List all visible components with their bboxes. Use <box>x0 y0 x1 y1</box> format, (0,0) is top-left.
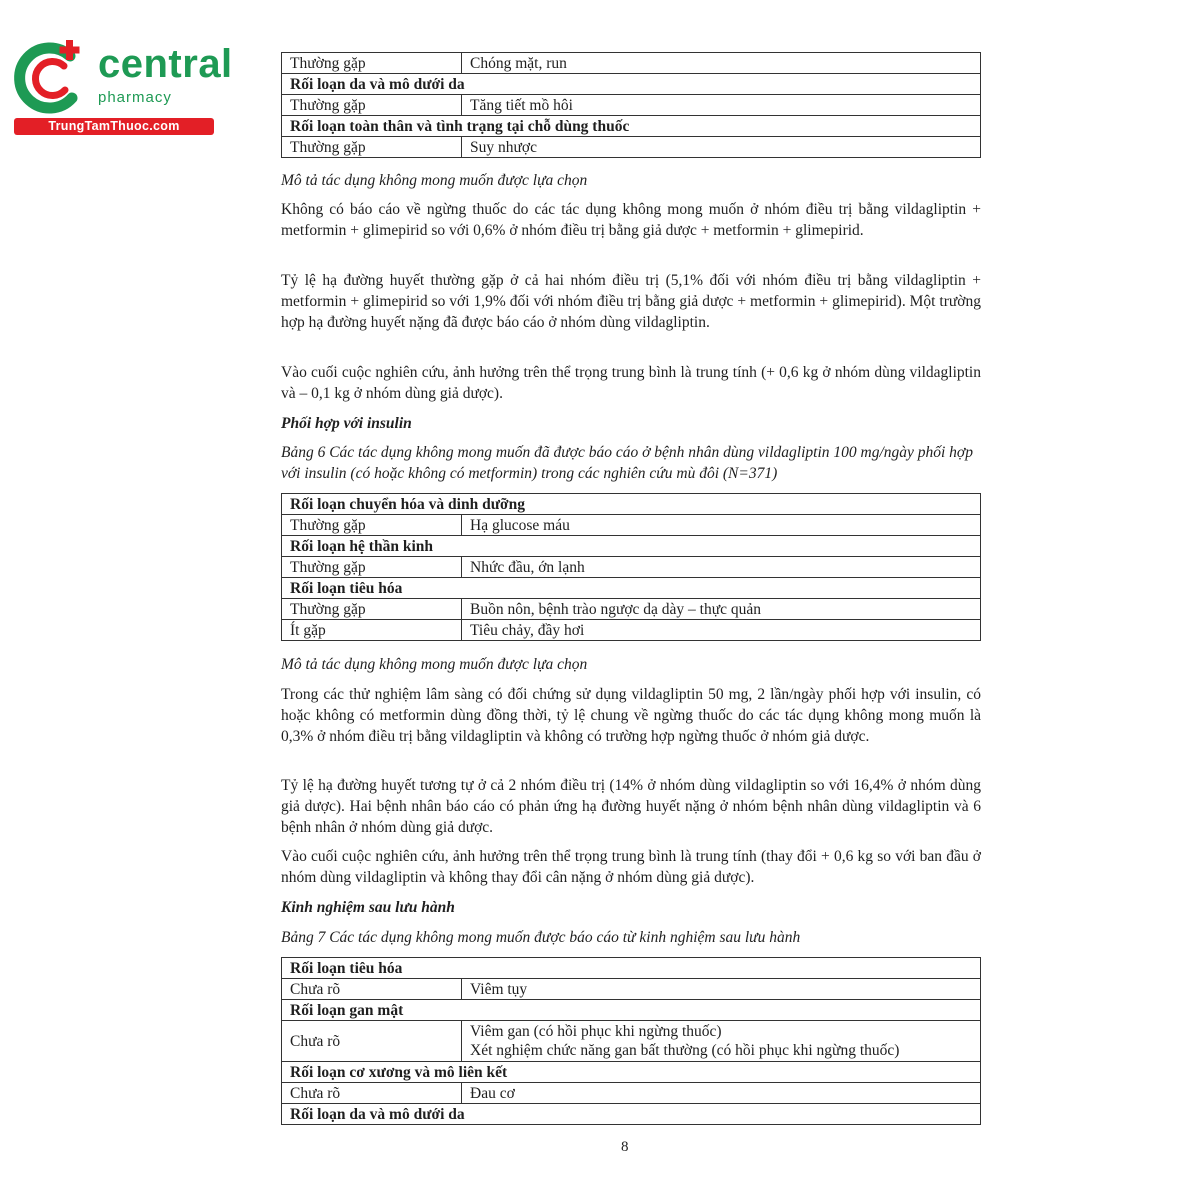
effect-line: Xét nghiệm chức năng gan bất thường (có hồi phục khi ngừng thuốc) <box>470 1042 900 1059</box>
effect-cell: Tăng tiết mồ hôi <box>462 95 981 116</box>
table-row <box>282 979 981 1000</box>
table-header-row <box>282 1062 981 1083</box>
table-row <box>282 1021 981 1062</box>
frequency-cell: Ít gặp <box>282 620 462 641</box>
table-header-row <box>282 1104 981 1125</box>
paragraph: Trong các thử nghiệm lâm sàng có đối chứng sử dụng vildagliptin 50 mg, 2 lần/ngày phối hợp với insulin, có hoặc không có metformin dùng đồng thời, tỷ lệ chung về ngừng thuốc do các tác dụng không mong muốn là 0,3% ở nhóm điều trị bằng vildagliptin và không có trường hợp ngừng thuốc ở nhóm giả dược. <box>281 686 981 745</box>
logo-subtitle: pharmacy <box>98 89 172 106</box>
table-header-row <box>282 74 981 95</box>
effect-line: Viêm gan (có hồi phục khi ngừng thuốc) <box>470 1023 722 1040</box>
organ-class-cell: Rối loạn gan mật <box>282 1000 981 1021</box>
frequency-cell: Chưa rõ <box>282 979 462 1000</box>
effect-cell: Chóng mặt, run <box>462 53 981 74</box>
effect-cell: Viêm tụy <box>462 979 981 1000</box>
table-caption: Bảng 6 Các tác dụng không mong muốn đã được báo cáo ở bệnh nhân dùng vildagliptin 100 mg/ngày phối hợp với insulin (có hoặc không có metformin) trong các nghiên cứu mù đôi (N=371) <box>281 444 973 482</box>
organ-class-cell: Rối loạn da và mô dưới da <box>282 74 981 95</box>
pharmacy-c-cross-icon <box>10 38 92 120</box>
table-header-row <box>282 536 981 557</box>
page-number: 8 <box>621 1139 629 1155</box>
effect-cell: Hạ glucose máu <box>462 515 981 536</box>
table-row <box>282 620 981 641</box>
table-header-row <box>282 578 981 599</box>
effect-cell: Nhức đầu, ớn lạnh <box>462 557 981 578</box>
effect-cell <box>462 1021 981 1062</box>
central-pharmacy-logo <box>10 36 233 136</box>
logo-brand: central <box>98 42 233 86</box>
frequency-cell: Thường gặp <box>282 557 462 578</box>
effect-cell: Tiêu chảy, đầy hơi <box>462 620 981 641</box>
table-header-row <box>282 494 981 515</box>
paragraph: Không có báo cáo về ngừng thuốc do các tác dụng không mong muốn ở nhóm điều trị bằng vildagliptin + metformin + glimepirid so với 0,6% ở nhóm điều trị bằng giả dược + metformin + glimepirid. <box>281 201 981 239</box>
organ-class-cell: Rối loạn tiêu hóa <box>282 578 981 599</box>
organ-class-cell: Rối loạn da và mô dưới da <box>282 1104 981 1125</box>
table-row <box>282 599 981 620</box>
organ-class-cell: Rối loạn toàn thân và tình trạng tại chỗ dùng thuốc <box>282 116 981 137</box>
section-caption: Mô tả tác dụng không mong muốn được lựa chọn <box>281 172 588 189</box>
table-row <box>282 53 981 74</box>
table-header-row <box>282 116 981 137</box>
frequency-cell: Thường gặp <box>282 599 462 620</box>
organ-class-cell: Rối loạn hệ thần kinh <box>282 536 981 557</box>
frequency-cell: Thường gặp <box>282 515 462 536</box>
table-row <box>282 515 981 536</box>
organ-class-cell: Rối loạn cơ xương và mô liên kết <box>282 1062 981 1083</box>
organ-class-cell: Rối loạn chuyển hóa và dinh dưỡng <box>282 494 981 515</box>
section-caption: Mô tả tác dụng không mong muốn được lựa chọn <box>281 656 588 673</box>
table-row <box>282 137 981 158</box>
table-header-row <box>282 1000 981 1021</box>
frequency-cell: Thường gặp <box>282 137 462 158</box>
table-7 <box>281 957 981 1125</box>
section-heading: Kinh nghiệm sau lưu hành <box>281 899 455 916</box>
adverse-effects-table-continued <box>281 52 981 158</box>
table-6 <box>281 493 981 641</box>
organ-class-cell: Rối loạn tiêu hóa <box>282 958 981 979</box>
table-row <box>282 1083 981 1104</box>
table-row <box>282 95 981 116</box>
paragraph: Vào cuối cuộc nghiên cứu, ảnh hưởng trên thể trọng trung bình là trung tính (thay đổi + 0,6 kg so với ban đầu ở nhóm dùng vildagliptin và không thay đổi cân nặng ở nhóm dùng giả dược). <box>281 848 981 886</box>
frequency-cell: Chưa rõ <box>282 1021 462 1062</box>
section-heading: Phối hợp với insulin <box>281 415 412 432</box>
paragraph: Tỷ lệ hạ đường huyết tương tự ở cả 2 nhóm điều trị (14% ở nhóm dùng vildagliptin so với 16,4% ở nhóm dùng giả dược). Hai bệnh nhân báo cáo có phản ứng hạ đường huyết nặng ở nhóm bệnh nhân dùng vildagliptin và 6 bệnh nhân ở nhóm dùng giả dược. <box>281 777 981 836</box>
frequency-cell: Chưa rõ <box>282 1083 462 1104</box>
logo-site-url: TrungTamThuoc.com <box>14 118 214 135</box>
table-row <box>282 557 981 578</box>
effect-cell: Đau cơ <box>462 1083 981 1104</box>
effect-cell: Buồn nôn, bệnh trào ngược dạ dày – thực quản <box>462 599 981 620</box>
effect-cell: Suy nhược <box>462 137 981 158</box>
paragraph: Vào cuối cuộc nghiên cứu, ảnh hưởng trên thể trọng trung bình là trung tính (+ 0,6 kg ở nhóm dùng vildagliptin và – 0,1 kg ở nhóm dùng giả dược). <box>281 364 981 402</box>
paragraph: Tỷ lệ hạ đường huyết thường gặp ở cả hai nhóm điều trị (5,1% đối với nhóm điều trị bằng vildagliptin + metformin + glimepirid so với 1,9% đối với nhóm điều trị bằng giả dược + metformin + glimepirid). Một trường hợp hạ đường huyết nặng đã được báo cáo ở nhóm dùng vildagliptin. <box>281 272 981 331</box>
table-header-row <box>282 958 981 979</box>
frequency-cell: Thường gặp <box>282 53 462 74</box>
table-caption: Bảng 7 Các tác dụng không mong muốn được báo cáo từ kinh nghiệm sau lưu hành <box>281 929 801 946</box>
frequency-cell: Thường gặp <box>282 95 462 116</box>
